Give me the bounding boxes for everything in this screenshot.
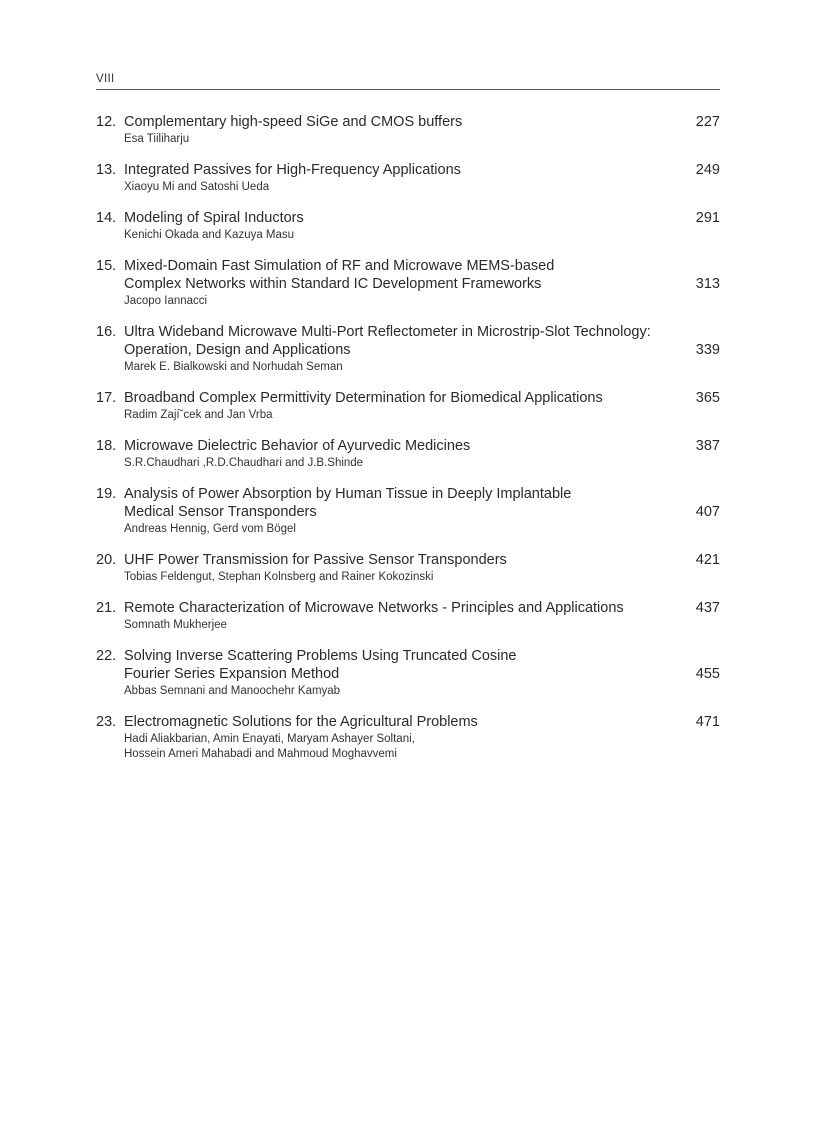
- chapter-title: Analysis of Power Absorption by Human Tissue in Deeply Implantable Medical Sensor Transponders: [124, 486, 572, 520]
- toc-entry-19: [96, 485, 720, 537]
- toc-entry-16: [96, 323, 720, 375]
- chapter-page-number: 387: [695, 438, 720, 454]
- chapter-page-number: 291: [695, 210, 720, 226]
- chapter-authors: Esa Tiiliharju: [124, 133, 190, 145]
- toc-entry-12: [96, 113, 720, 147]
- chapter-title: Remote Characterization of Microwave Networks - Principles and Applications: [124, 600, 624, 616]
- toc-entry-18: [96, 437, 720, 471]
- page-header: [96, 73, 720, 90]
- chapter-title: Mixed-Domain Fast Simulation of RF and Microwave MEMS-based Complex Networks within Standard IC Development Frameworks: [124, 258, 555, 292]
- table-of-contents: [96, 113, 720, 776]
- chapter-authors: Kenichi Okada and Kazuya Masu: [124, 229, 295, 241]
- chapter-authors: Somnath Mukherjee: [124, 619, 227, 631]
- chapter-page-number: 365: [695, 390, 720, 406]
- chapter-authors: Abbas Semnani and Manoochehr Kamyab: [124, 685, 341, 697]
- chapter-number: 17.: [96, 390, 117, 406]
- chapter-title: UHF Power Transmission for Passive Sensor Transponders: [124, 552, 507, 568]
- chapter-number: 18.: [96, 438, 117, 454]
- chapter-number: 12.: [96, 114, 117, 130]
- chapter-title: Modeling of Spiral Inductors: [124, 210, 304, 226]
- chapter-title: Complementary high-speed SiGe and CMOS buffers: [124, 114, 463, 130]
- chapter-page-number: 421: [695, 552, 720, 568]
- chapter-authors: Tobias Feldengut, Stephan Kolnsberg and Rainer Kokozinski: [124, 571, 434, 583]
- toc-entry-23: [96, 713, 720, 762]
- chapter-title: Integrated Passives for High-Frequency Applications: [124, 162, 461, 178]
- chapter-number: 15.: [96, 258, 117, 274]
- chapter-title: Microwave Dielectric Behavior of Ayurvedic Medicines: [124, 438, 471, 454]
- chapter-page-number: 227: [695, 114, 720, 130]
- chapter-authors: S.R.Chaudhari ,R.D.Chaudhari and J.B.Shinde: [124, 457, 364, 469]
- chapter-number: 19.: [96, 486, 117, 502]
- chapter-number: 13.: [96, 162, 117, 178]
- chapter-title: Ultra Wideband Microwave Multi-Port Reflectometer in Microstrip-Slot Technology: Operation, Design and Applications: [124, 324, 651, 358]
- chapter-authors: Hadi Aliakbarian, Amin Enayati, Maryam Ashayer Soltani, Hossein Ameri Mahabadi and Mahmoud Moghavvemi: [124, 733, 415, 760]
- chapter-authors: Xiaoyu Mi and Satoshi Ueda: [124, 181, 270, 193]
- chapter-page-number: 437: [695, 600, 720, 616]
- toc-entry-14: [96, 209, 720, 243]
- chapter-page-number: 455: [695, 666, 720, 682]
- chapter-page-number: 339: [695, 342, 720, 358]
- toc-entry-17: [96, 389, 720, 423]
- chapter-number: 23.: [96, 714, 117, 730]
- chapter-number: 20.: [96, 552, 117, 568]
- chapter-page-number: 471: [695, 714, 720, 730]
- chapter-page-number: 249: [695, 162, 720, 178]
- toc-entry-22: [96, 647, 720, 699]
- chapter-authors: Marek E. Bialkowski and Norhudah Seman: [124, 361, 343, 373]
- toc-entry-20: [96, 551, 720, 585]
- chapter-authors: Jacopo Iannacci: [124, 295, 208, 307]
- chapter-authors: Radim Zají˘cek and Jan Vrba: [124, 409, 273, 421]
- chapter-page-number: 313: [695, 276, 720, 292]
- toc-entry-21: [96, 599, 720, 633]
- chapter-authors: Andreas Hennig, Gerd vom Bögel: [124, 523, 296, 535]
- chapter-title: Electromagnetic Solutions for the Agricultural Problems: [124, 714, 478, 730]
- toc-entry-13: [96, 161, 720, 195]
- chapter-title: Solving Inverse Scattering Problems Using Truncated Cosine Fourier Series Expansion Method: [124, 648, 517, 682]
- chapter-number: 14.: [96, 210, 117, 226]
- chapter-number: 21.: [96, 600, 117, 616]
- page-number: VIII: [96, 73, 115, 85]
- chapter-page-number: 407: [695, 504, 720, 520]
- chapter-number: 16.: [96, 324, 117, 340]
- chapter-title: Broadband Complex Permittivity Determination for Biomedical Applications: [124, 390, 603, 406]
- toc-entry-15: [96, 257, 720, 309]
- chapter-number: 22.: [96, 648, 117, 664]
